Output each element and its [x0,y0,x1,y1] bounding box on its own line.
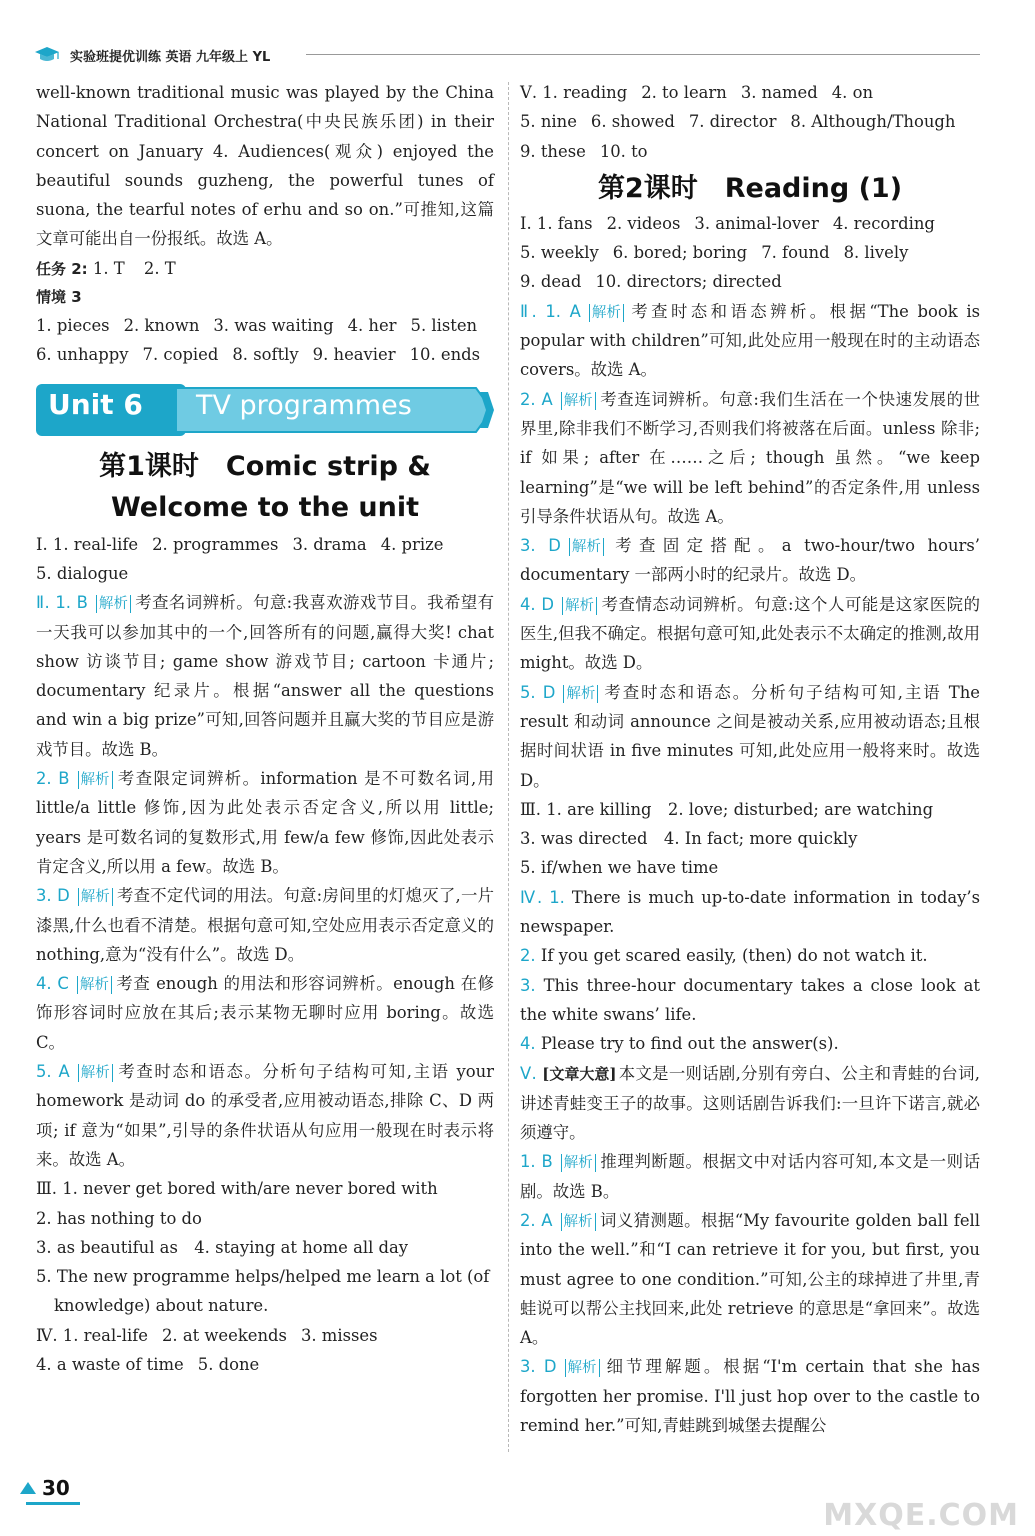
answer-line: knowledge) about nature. [54,1296,269,1316]
unit-number: Unit 6 [48,387,143,421]
answer-item: 3. drama [292,534,367,554]
analysis-tag: 解析 [77,976,112,994]
answer-text: 考查时态和语态。分析句子结构可知,主语 your homework 是动词 do 的承受者,应用被动语态,排除 C、D 两项; if 意为“如果”,引导的条件状语从句应用一般现在时表示将来。故选 A。 [36,1062,494,1169]
answer-number: 2. [520,946,536,966]
answer-item: 7. director [688,112,777,132]
answer-number: Ⅱ. 1. B [36,593,88,613]
answer-line: 5. if/when we have time [520,858,719,878]
answer-block [520,1352,980,1440]
answer-item: 9. these [520,141,586,161]
footer-bar [26,1502,80,1505]
answer-item: 1. pieces [36,316,110,336]
answer-item: 4. a waste of time [36,1354,184,1374]
answer-block [36,881,494,969]
answer-item: Ⅰ. 1. fans [520,213,593,233]
answer-number: 5. D [520,682,556,702]
page-number: 30 [42,1476,70,1500]
answer-item: 3. was waiting [213,316,334,336]
answer-text: This three-hour documentary takes a close look at the white swans’ life. [520,975,980,1024]
section-iv-answers [36,1321,494,1380]
answer-item: 3. misses [300,1325,378,1345]
answer-number: 2. A [520,1210,553,1230]
qingjing-row [36,340,494,369]
answer-row [520,267,980,296]
answer-block [36,1057,494,1174]
answer-number: Ⅳ. 1. [520,887,565,907]
answer-text: 细节理解题。根据“I'm certain that she has forgotten her promise. I'll just hop over to the castle to remind her.”可知,青蛙跳到城堡去提醒公 [520,1357,980,1436]
answer-text: 考查时态和语态。分析句子结构可知,主语 The result 和动词 announce 之间是被动关系,应用被动语态;且根据时间状语 in five minutes 可知,此处应用一般将来时。故选 D。 [520,682,980,790]
answer-item: 6. showed [590,112,675,132]
reading-section-ii [520,297,980,795]
analysis-tag: 解析 [78,771,113,789]
lesson1-title-line1: 第1课时 Comic strip & [99,450,431,482]
answer-number: 2. A [520,389,553,409]
answer-block [520,678,980,795]
analysis-tag: 解析 [561,1154,596,1172]
analysis-tag: 解析 [589,304,624,322]
answer-item: 4. prize [380,534,444,554]
analysis-tag: 解析 [78,888,113,906]
answer-row [520,137,980,166]
task2-line: 任务 2: 1. T 2. T [36,254,494,283]
analysis-tag: 解析 [78,1064,113,1082]
answer-block [520,1206,980,1352]
answer-item: 5. weekly [520,243,599,263]
answer-block [520,531,980,590]
arrow-up-icon [20,1482,36,1494]
answer-item: 9. heavier [312,345,396,365]
column-divider [508,82,509,1452]
answer-number: 4. D [520,594,555,614]
reading-section-iv [520,883,980,1059]
answer-item: Ⅴ. 1. reading [520,83,628,102]
lesson2-title: 第2课时 Reading (1) [597,172,903,204]
answer-item: 9. dead [520,272,582,292]
answer-block [36,764,494,881]
answer-number: 3. D [36,886,70,906]
answer-row [520,78,980,107]
answer-text: If you get scared easily, (then) do not watch it. [540,946,928,966]
answer-number: 2. B [36,769,70,789]
reading-section-iii [520,795,980,883]
answer-block [520,971,980,1030]
answer-text: There is much up-to-date information in today’s newspaper. [520,887,980,937]
answer-line: Ⅲ. 1. never get bored with/are never bored with [36,1179,438,1199]
section-iii-answers [36,1174,494,1320]
task2-item: 1. T [92,258,125,278]
answer-text: 考查名词辨析。句意:我喜欢游戏节目。我希望有一天我可以参加其中的一个,回答所有的问题,赢得大奖! chat show 访谈节目; game show 游戏节目; cartoon 卡通片; documentary 纪录片。根据“answer all the questions and win a big prize”可知,回答问题并且赢大奖的节目应是游戏节目。故选 B。 [36,593,494,759]
answer-line: Ⅲ. 1. are killing 2. love; disturbed; are watching [520,799,934,819]
section-i-answers [36,530,494,589]
answer-row [520,209,980,238]
answer-number: 3. [520,975,536,995]
answer-item: 4. on [831,83,874,102]
answer-item: 5. listen [410,316,478,336]
answer-block [520,385,980,531]
answer-item: 2. videos [606,213,681,233]
answer-row [36,1350,494,1379]
answer-item: 3. named [740,83,818,102]
answer-number: Ⅱ. 1. A [520,301,581,321]
reading-section-i [520,209,980,297]
analysis-tag: 解析 [562,597,597,615]
analysis-tag: 解析 [561,392,596,410]
answer-item: 7. copied [142,345,219,365]
answer-text: 考查情态动词辨析。句意:这个人可能是这家医院的医生,但我不确定。根据句意可知,此处表示不太确定的推测,故用 might。故选 D。 [520,594,980,673]
answer-number: 1. B [520,1152,553,1172]
answer-number: 5. A [36,1062,70,1082]
answer-item: 5. nine [520,112,577,132]
answer-item: 8. Although/Though [790,112,956,132]
answer-item: 2. known [123,316,200,336]
answer-block [520,941,980,970]
answer-text: 考查限定词辨析。information 是不可数名词,用 little/a little 修饰,因为此处表示否定含义,所以用 little; years 是可数名词的复数形式,用 few/a few 修饰,因此处表示肯定含义,所以用 a few。故选 B。 [36,769,494,876]
answer-text: 推理判断题。根据文中对话内容可知,本文是一则话剧。故选 B。 [520,1152,981,1201]
watermark-logo: MXQE.COM [823,1498,1019,1533]
answer-text: 考查时态和语态辨析。根据“The book is popular with children”可知,此处应用一般现在时的主动语态 covers。故选 A。 [520,301,980,380]
header-rule [306,54,980,55]
graduation-cap-icon [34,46,60,64]
answer-item: 8. lively [843,243,909,263]
qingjing-answers [36,311,494,370]
page-footer [30,1476,70,1500]
left-column [36,78,494,1379]
reading-section-v [520,1147,980,1440]
answer-text: 词义猜测题。根据“My favourite golden ball fell into the well.”和“I can retrieve it for you, but first, you must agree to one condition.”可知,公主的球掉进了井里,青蛙说可以帮公主找回来,此处 retrieve 的意思是“拿回来”。故选 A。 [520,1210,981,1348]
answer-item: 5. dialogue [36,563,129,583]
answer-text: 考查连词辨析。句意:我们生活在一个快速发展的世界里,除非我们不断学习,否则我们将被落在后面。unless 除非; if 如果; after 在……之后; though 虽然。“we keep learning”是“we will be left behind”的否定条件,用 unless 引导条件状语从句。故选 A。 [520,389,980,526]
answer-block [520,590,980,678]
answer-row [36,1321,494,1350]
analysis-tag: 解析 [96,595,131,613]
answer-line: 3. as beautiful as 4. staying at home all day [36,1237,409,1257]
intro-paragraph: well-known traditional music was played by the China National Traditional Orchestra(中央民族乐团) in their concert on January 4. Audiences(观众) enjoyed the beautiful sounds guzheng, the powerful tunes of suona, the tearful notes of erhu and so on.”可推知,这篇文章可能出自一份报纸。故选 A。 [36,83,494,249]
answer-item: 2. programmes [152,534,279,554]
task2-item: 2. T [143,258,176,278]
answer-item: 7. found [761,243,830,263]
answer-item: 6. unhappy [36,345,129,365]
answer-number: 3. D [520,1357,557,1377]
answer-block [520,1029,980,1058]
answer-item: 3. animal-lover [694,213,819,233]
answer-block [520,1147,980,1206]
qingjing-row [36,311,494,340]
section-ii-answers [36,588,494,1174]
analysis-tag: 解析 [565,1359,600,1377]
answer-line: 3. was directed 4. In fact; more quickly [520,829,858,849]
section-v-answers [520,78,980,166]
answer-item: 8. softly [232,345,299,365]
answer-text: 考查 enough 的用法和形容词辨析。enough 在修饰形容词时应放在其后;表示某物无聊时应用 boring。故选 C。 [36,974,494,1052]
answer-block [36,588,494,764]
answer-text: 考查不定代词的用法。句意:房间里的灯熄灭了,一片漆黑,什么也看不清楚。根据句意可知,空处应用表示否定意义的 nothing,意为“没有什么”。故选 D。 [36,886,494,964]
answer-line: 2. has nothing to do [36,1208,202,1228]
answer-number: 4. [520,1034,536,1054]
answer-row [36,530,494,559]
answer-block [36,969,494,1057]
answer-item: 4. recording [832,213,935,233]
right-column [520,78,980,1440]
answer-number: 3. D [520,536,561,556]
answer-text: 考查固定搭配。a two-hour/two hours’ documentary 一部两小时的纪录片。故选 D。 [520,536,980,585]
answer-item: 10. ends [409,345,481,365]
qingjing-heading: 情境 3 [36,288,82,307]
answer-item: 2. to learn [641,83,727,102]
answer-item: 10. to [599,141,648,161]
analysis-tag: 解析 [563,685,598,703]
answer-item: 10. directors; directed [595,272,782,292]
answer-block [520,883,980,942]
answer-item: 2. at weekends [161,1325,287,1345]
answer-row [36,559,494,588]
answer-item: Ⅳ. 1. real-life [36,1325,148,1345]
page-header [30,40,980,70]
answer-row [520,107,980,136]
answer-number: 4. C [36,974,69,994]
answer-block [520,297,980,385]
answer-item: 4. her [347,316,397,336]
reading-section-v-intro: Ⅴ. [文章大意] 本文是一则话剧,分别有旁白、公主和青蛙的台词,讲述青蛙变王子的故事。这则话剧告诉我们:一旦许下诺言,就必须遵守。 [520,1063,980,1143]
answer-line: 5. The new programme helps/helped me learn a lot (of [36,1267,490,1287]
unit-topic: TV programmes [196,389,412,421]
book-title: 实验班提优训练 英语 九年级上 YL [70,50,271,65]
answer-item: 6. bored; boring [612,243,748,263]
answer-text: Please try to find out the answer(s). [540,1034,839,1054]
answer-row [520,238,980,267]
analysis-tag: 解析 [561,1213,596,1231]
answer-item: 5. done [197,1354,260,1374]
unit-banner [36,378,494,442]
answer-item: Ⅰ. 1. real-life [36,534,139,554]
analysis-tag: 解析 [569,538,604,556]
lesson1-title-line2: Welcome to the unit [110,491,420,523]
